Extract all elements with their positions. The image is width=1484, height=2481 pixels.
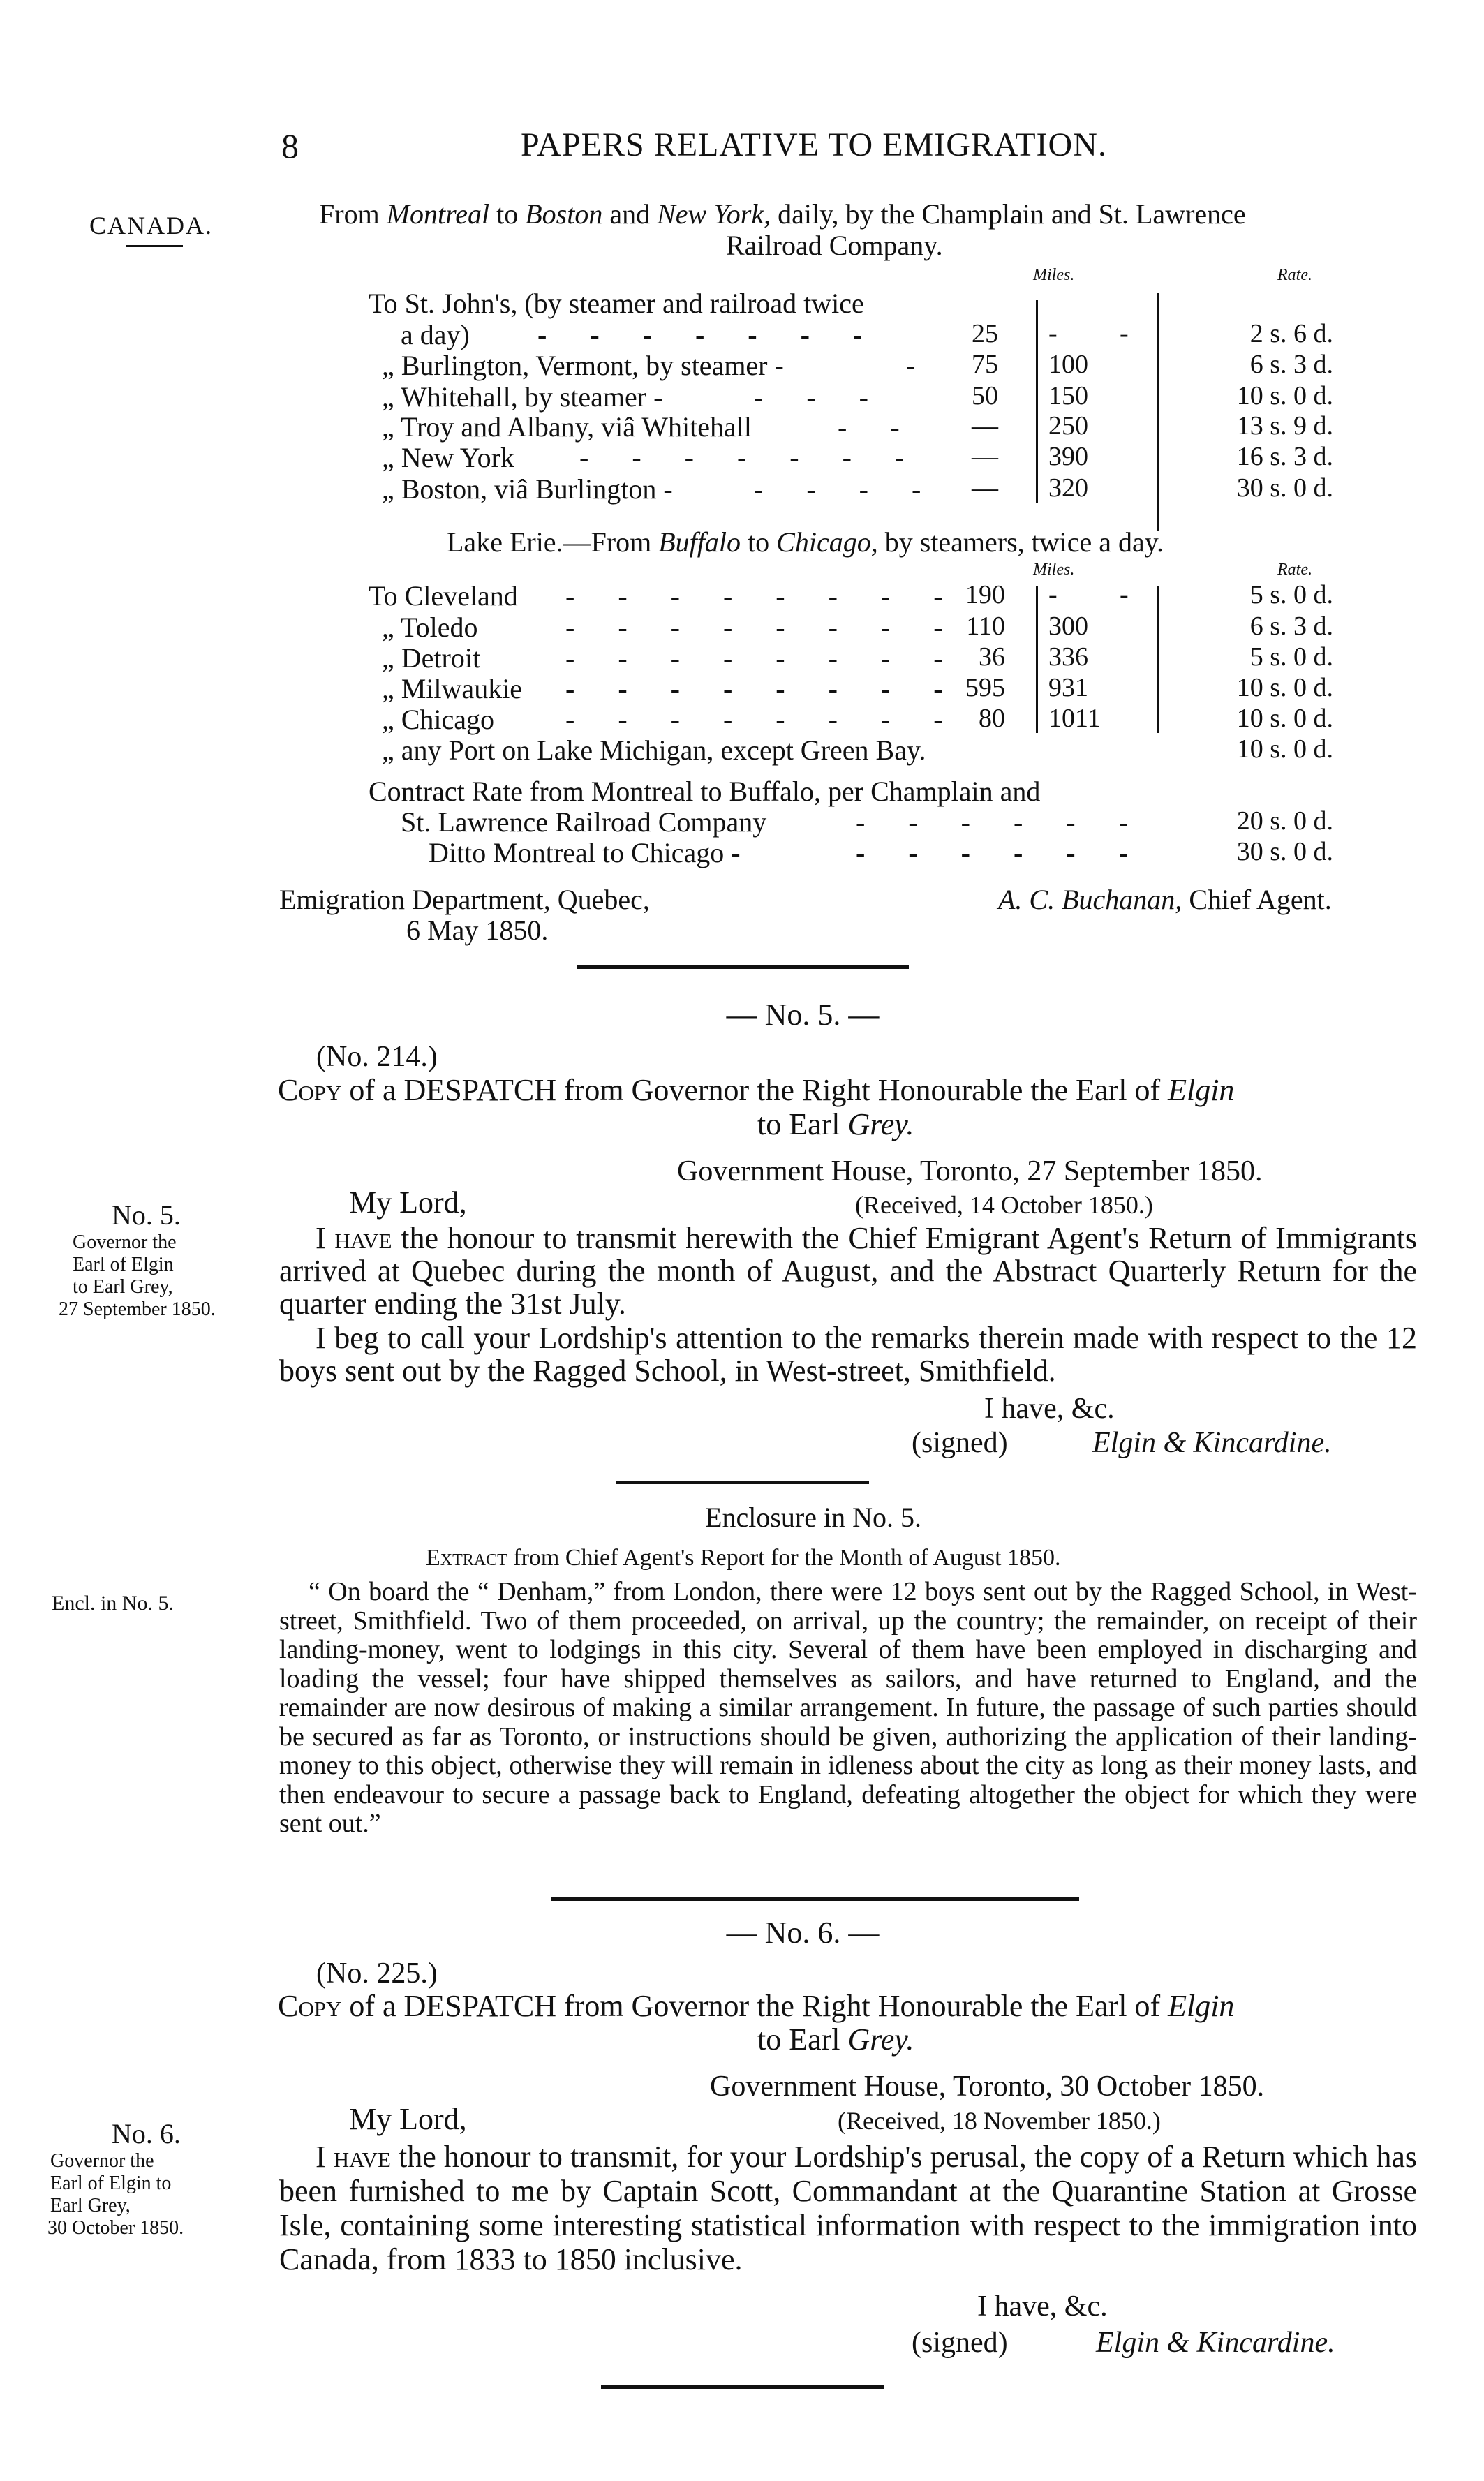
table1-row-miles: 25 <box>972 319 998 348</box>
table1-column-rule <box>1036 300 1038 503</box>
no6-margin-number: No. 6. <box>112 2118 181 2149</box>
no6-salutation: My Lord, <box>349 2102 467 2136</box>
section-rule <box>551 1897 1079 1901</box>
contract-line2-dots: - - - - - - <box>856 806 1146 838</box>
table1-row-rate: 16 s. 3 d. <box>1236 442 1333 471</box>
table2-col-miles: Miles. <box>1033 561 1075 579</box>
no5-margin-note: No. 5. Governor the Earl of Elgin to Earl Grey, 27 September 1850. <box>42 1199 272 1321</box>
table2-column-rule <box>1157 586 1159 733</box>
enclosure-margin-note: Encl. in No. 5. <box>52 1592 174 1615</box>
enclosure-body: “ On board the “ Denham,” from London, there were 12 boys sent out by the Ragged School, in West-street, Smithfield. Two of them proceeded, on arrival, up the country; the remainder, on receipt of their landing-money, went to lodgings in this city. Several of them have been employed in discharging and loading the vessel; four have shipped themselves as sailors, and have returned to England, and the remainder are now desirous of making a similar arrangement. In future, the passage of such parties should be secured as far as Toronto, or instructions should be given, authorizing the application of their landing-money to this object, otherwise they will remain in idleness about the city as long as their money lasts, and then endeavour to secure a passage back to England, defeating altogether the object for which they were sent out.” <box>279 1577 1417 1838</box>
no5-margin-number: No. 5. <box>112 1199 181 1231</box>
no6-signed: (signed) <box>912 2327 1008 2359</box>
table2-row-cum-miles: 300 <box>1048 612 1088 641</box>
section-no5-title: — No. 5. — <box>726 998 880 1032</box>
section-rule <box>577 965 909 969</box>
no5-despatch-title: Copy of a DESPATCH from Governor the Right Honourable the Earl of Elgin <box>278 1073 1235 1107</box>
table1-row-rate: 13 s. 9 d. <box>1236 411 1333 440</box>
table1-row-dash: - <box>1120 319 1129 348</box>
table1-row-dots: - <box>906 350 934 381</box>
contract-line3-rate: 30 s. 0 d. <box>1236 837 1333 866</box>
table2-row-miles: 80 <box>979 704 1005 733</box>
signoff-date: 6 May 1850. <box>406 914 549 946</box>
table2-row-miles: 595 <box>965 673 1005 702</box>
table2-any-port: „ any Port on Lake Michigan, except Green Bay. <box>382 734 926 766</box>
table1-row-dots: - - <box>838 411 918 443</box>
enclosure-extract-heading: Extract from Chief Agent's Report for the Month of August 1850. <box>426 1545 1061 1571</box>
no6-margin-note: No. 6. Governor the Earl of Elgin to Earl Grey, 30 October 1850. <box>42 2117 272 2239</box>
table1-row-rate: 6 s. 3 d. <box>1249 350 1333 379</box>
contract-line3: Ditto Montreal to Chicago - <box>429 837 741 868</box>
no5-paragraph1: I have the honour to transmit herewith the Chief Emigrant Agent's Return of Immigrants arrived at Quebec during the month of August, and the Abstract Quarterly Return for the quarter ending the 31st July. <box>279 1221 1417 1321</box>
contract-line2-rate: 20 s. 0 d. <box>1236 806 1333 836</box>
table2-row-dots: - - - - - - - - <box>565 642 961 674</box>
no5-i-have: I have, &c. <box>984 1393 1115 1425</box>
contract-line1: Contract Rate from Montreal to Buffalo, per Champlain and <box>369 776 1041 807</box>
no5-signed: (signed) <box>912 1427 1008 1459</box>
running-title: PAPERS RELATIVE TO EMIGRATION. <box>521 126 1107 163</box>
table2-row-place: „ Chicago <box>382 704 495 735</box>
table1-row-rate: 30 s. 0 d. <box>1236 473 1333 503</box>
table2-row-dots: - - - - - - - - <box>565 673 961 704</box>
table2-row-cum-miles: 931 <box>1048 673 1088 702</box>
table1-row-place-cont: a day) <box>401 319 470 350</box>
table2-row-cum-miles: 1011 <box>1048 704 1101 733</box>
no6-despatch-title: Copy of a DESPATCH from Governor the Right Honourable the Earl of Elgin <box>278 1989 1235 2023</box>
signoff-department: Emigration Department, Quebec, <box>279 884 650 915</box>
table2-row-miles: 190 <box>965 580 1005 609</box>
table2-row-miles: 110 <box>966 612 1005 641</box>
table2-row-place: „ Milwaukie <box>382 673 523 704</box>
contract-line3-dots: - - - - - - <box>856 837 1146 868</box>
table2-row-dash: - <box>1120 580 1129 609</box>
table2-row-rate: 5 s. 0 d. <box>1249 642 1333 672</box>
table1-row-cum-miles: 100 <box>1048 350 1088 379</box>
table1-row-dots: - - - - - - - <box>537 319 881 350</box>
table1-row-place: „ Troy and Albany, viâ Whitehall <box>382 411 752 443</box>
page-number: 8 <box>281 126 299 165</box>
table2-row-cum-miles: - <box>1048 580 1058 609</box>
table2-any-port-rate: 10 s. 0 d. <box>1236 734 1333 764</box>
no5-paragraph2: I beg to call your Lordship's attention to the remarks therein made with respect to the 12 boys sent out by the Ragged School, in West-street, Smithfield. <box>279 1321 1417 1388</box>
table1-row-miles: — <box>972 411 998 440</box>
no6-place-date: Government House, Toronto, 30 October 1850. <box>710 2071 1265 2103</box>
table1-row-cum-miles: 320 <box>1048 473 1088 503</box>
table1-col-rate: Rate. <box>1277 266 1312 284</box>
table1-row-miles: — <box>972 442 998 471</box>
no6-i-have: I have, &c. <box>977 2290 1108 2323</box>
table2-col-rate: Rate. <box>1277 561 1312 579</box>
no5-reference: (No. 214.) <box>316 1041 438 1073</box>
no5-place-date: Government House, Toronto, 27 September 1850. <box>677 1155 1263 1187</box>
table1-row-cum-miles: 390 <box>1048 442 1088 471</box>
table2-row-rate: 10 s. 0 d. <box>1236 704 1333 733</box>
table1-row-rate: 2 s. 6 d. <box>1249 319 1333 348</box>
table2-row-dots: - - - - - - - - <box>565 580 961 612</box>
table2-row-miles: 36 <box>979 642 1005 672</box>
table2-row-place: „ Detroit <box>382 642 481 674</box>
table1-row-miles: 50 <box>972 381 998 410</box>
table1-heading-line1: From Montreal to Boston and New York, daily, by the Champlain and St. Lawrence <box>319 198 1246 230</box>
table2-row-rate: 5 s. 0 d. <box>1249 580 1333 609</box>
table1-row-place: To St. John's, (by steamer and railroad twice <box>369 288 864 319</box>
contract-line2: St. Lawrence Railroad Company <box>401 806 767 838</box>
table1-row-cum-miles: 150 <box>1048 381 1088 410</box>
table1-row-dots: - - - <box>754 381 886 413</box>
no5-salutation: My Lord, <box>349 1185 467 1220</box>
enclosure-title: Enclosure in No. 5. <box>705 1502 921 1533</box>
margin-rule <box>126 245 183 247</box>
section-no6-title: — No. 6. — <box>726 1916 880 1950</box>
table1-row-place: „ Boston, viâ Burlington - <box>382 473 673 505</box>
signoff-agent: A. C. Buchanan, Chief Agent. <box>998 884 1332 915</box>
table1-row-miles: — <box>972 473 998 503</box>
no6-reference: (No. 225.) <box>316 1957 438 1990</box>
table2-heading: Lake Erie.—From Buffalo to Chicago, by steamers, twice a day. <box>447 526 1164 558</box>
table2-column-rule <box>1036 586 1038 733</box>
no6-signature: Elgin & Kincardine. <box>1096 2327 1335 2359</box>
table1-heading-line2: Railroad Company. <box>726 230 943 261</box>
table1-row-cum-miles: - <box>1048 319 1058 348</box>
table1-row-place: „ Whitehall, by steamer - <box>382 381 663 413</box>
no6-despatch-title-line2: to Earl Grey. <box>757 2022 914 2057</box>
no5-received: (Received, 14 October 1850.) <box>855 1191 1153 1219</box>
no6-received: (Received, 18 November 1850.) <box>838 2107 1161 2135</box>
section-rule <box>616 1481 869 1484</box>
table1-row-dots: - - - - - - - <box>579 442 923 473</box>
table1-row-cum-miles: 250 <box>1048 411 1088 440</box>
table2-row-rate: 10 s. 0 d. <box>1236 673 1333 702</box>
table2-row-dots: - - - - - - - - <box>565 704 961 735</box>
table2-row-place: „ Toledo <box>382 612 478 643</box>
table1-row-dots: - - - - <box>754 473 940 505</box>
no6-paragraph1: I have the honour to transmit, for your Lordship's perusal, the copy of a Return which has been furnished to me by Captain Scott, Commandant at the Quarantine Station at Grosse Isle, containing some interesting statistical information with respect to the immigration into Canada, from 1833 to 1850 inclusive. <box>279 2140 1417 2276</box>
table1-column-rule <box>1157 293 1159 531</box>
section-rule <box>601 2385 884 2389</box>
table2-row-place: To Cleveland <box>369 580 518 612</box>
table2-row-cum-miles: 336 <box>1048 642 1088 672</box>
table1-row-miles: 75 <box>972 350 998 379</box>
margin-label-canada: CANADA. <box>89 212 214 239</box>
table2-row-dots: - - - - - - - - <box>565 612 961 643</box>
table1-row-place: „ Burlington, Vermont, by steamer - <box>382 350 784 381</box>
table2-row-rate: 6 s. 3 d. <box>1249 612 1333 641</box>
table1-row-place: „ New York <box>382 442 514 473</box>
table1-row-rate: 10 s. 0 d. <box>1236 381 1333 410</box>
no5-despatch-title-line2: to Earl Grey. <box>757 1107 914 1141</box>
table1-col-miles: Miles. <box>1033 266 1075 284</box>
no5-signature: Elgin & Kincardine. <box>1092 1427 1332 1459</box>
